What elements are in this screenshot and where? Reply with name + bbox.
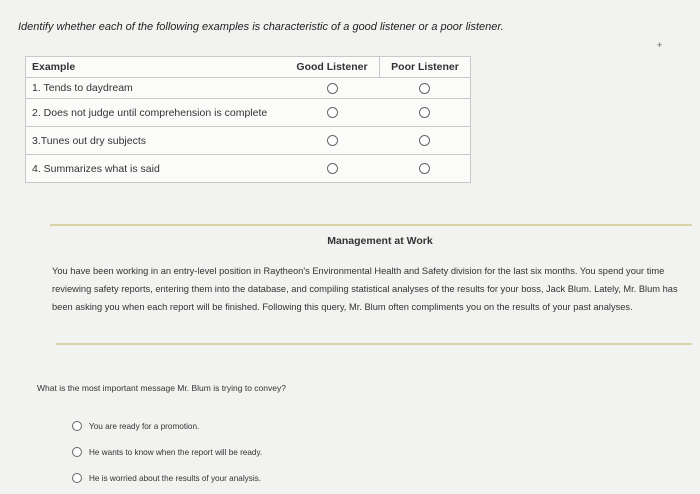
answer-radio-1[interactable] xyxy=(72,421,82,431)
table-row xyxy=(26,155,471,183)
answer-option-label: You are ready for a promotion. xyxy=(89,421,200,431)
row1-poor-cell xyxy=(380,78,471,99)
row3-good-cell xyxy=(285,127,380,155)
row4-good-cell xyxy=(285,155,380,183)
row2-poor-cell xyxy=(380,99,471,127)
table-header-row xyxy=(26,57,471,78)
instruction-text: Identify whether each of the following examples is characteristic of a good listener or a poor listener. xyxy=(18,21,504,33)
row1-poor-radio[interactable] xyxy=(419,83,430,94)
case-title: Management at Work xyxy=(327,235,433,247)
case-body: You have been working in an entry-level position in Raytheon's Environmental Health and Safety division for the last six months. You spend your time reviewing safety reports, entering them into the database, and compiling statistical analyses of the results for your boss, Jack Blum. Lately, Mr. Blum has been asking you when each report will be finished. Following this query, Mr. Blum often compliments you on the results of your past analyses. xyxy=(52,266,678,313)
row4-poor-radio[interactable] xyxy=(419,163,430,174)
row2-good-cell xyxy=(285,99,380,127)
row-label: 4. Summarizes what is said xyxy=(26,155,286,183)
row-label: 1. Tends to daydream xyxy=(26,78,286,99)
row1-good-cell xyxy=(285,78,380,99)
row4-poor-cell xyxy=(380,155,471,183)
header-poor-listener: Poor Listener xyxy=(380,57,471,78)
question-prompt: What is the most important message Mr. Blum is trying to convey? xyxy=(37,383,286,393)
listener-classification-table xyxy=(25,56,471,183)
header-example: Example xyxy=(26,57,286,78)
divider-top xyxy=(50,224,692,226)
row-label: 2. Does not judge until comprehension is complete xyxy=(26,99,286,127)
row2-good-radio[interactable] xyxy=(327,107,338,118)
table-row xyxy=(26,127,471,155)
row-label: 3.Tunes out dry subjects xyxy=(26,127,286,155)
answer-option[interactable] xyxy=(72,439,262,465)
row3-poor-cell xyxy=(380,127,471,155)
answer-radio-3[interactable] xyxy=(72,473,82,483)
table-row xyxy=(26,99,471,127)
divider-bottom xyxy=(56,343,692,345)
answer-option-label: He is worried about the results of your analysis. xyxy=(89,473,262,483)
row1-good-radio[interactable] xyxy=(327,83,338,94)
cursor-mark: + xyxy=(657,40,663,50)
table-row xyxy=(26,78,471,99)
answer-option[interactable] xyxy=(72,465,262,491)
header-good-listener: Good Listener xyxy=(285,57,380,78)
row2-poor-radio[interactable] xyxy=(419,107,430,118)
answer-options xyxy=(72,413,262,491)
answer-option[interactable] xyxy=(72,413,262,439)
answer-radio-2[interactable] xyxy=(72,447,82,457)
row3-poor-radio[interactable] xyxy=(419,135,430,146)
row3-good-radio[interactable] xyxy=(327,135,338,146)
row4-good-radio[interactable] xyxy=(327,163,338,174)
answer-option-label: He wants to know when the report will be ready. xyxy=(89,447,263,457)
